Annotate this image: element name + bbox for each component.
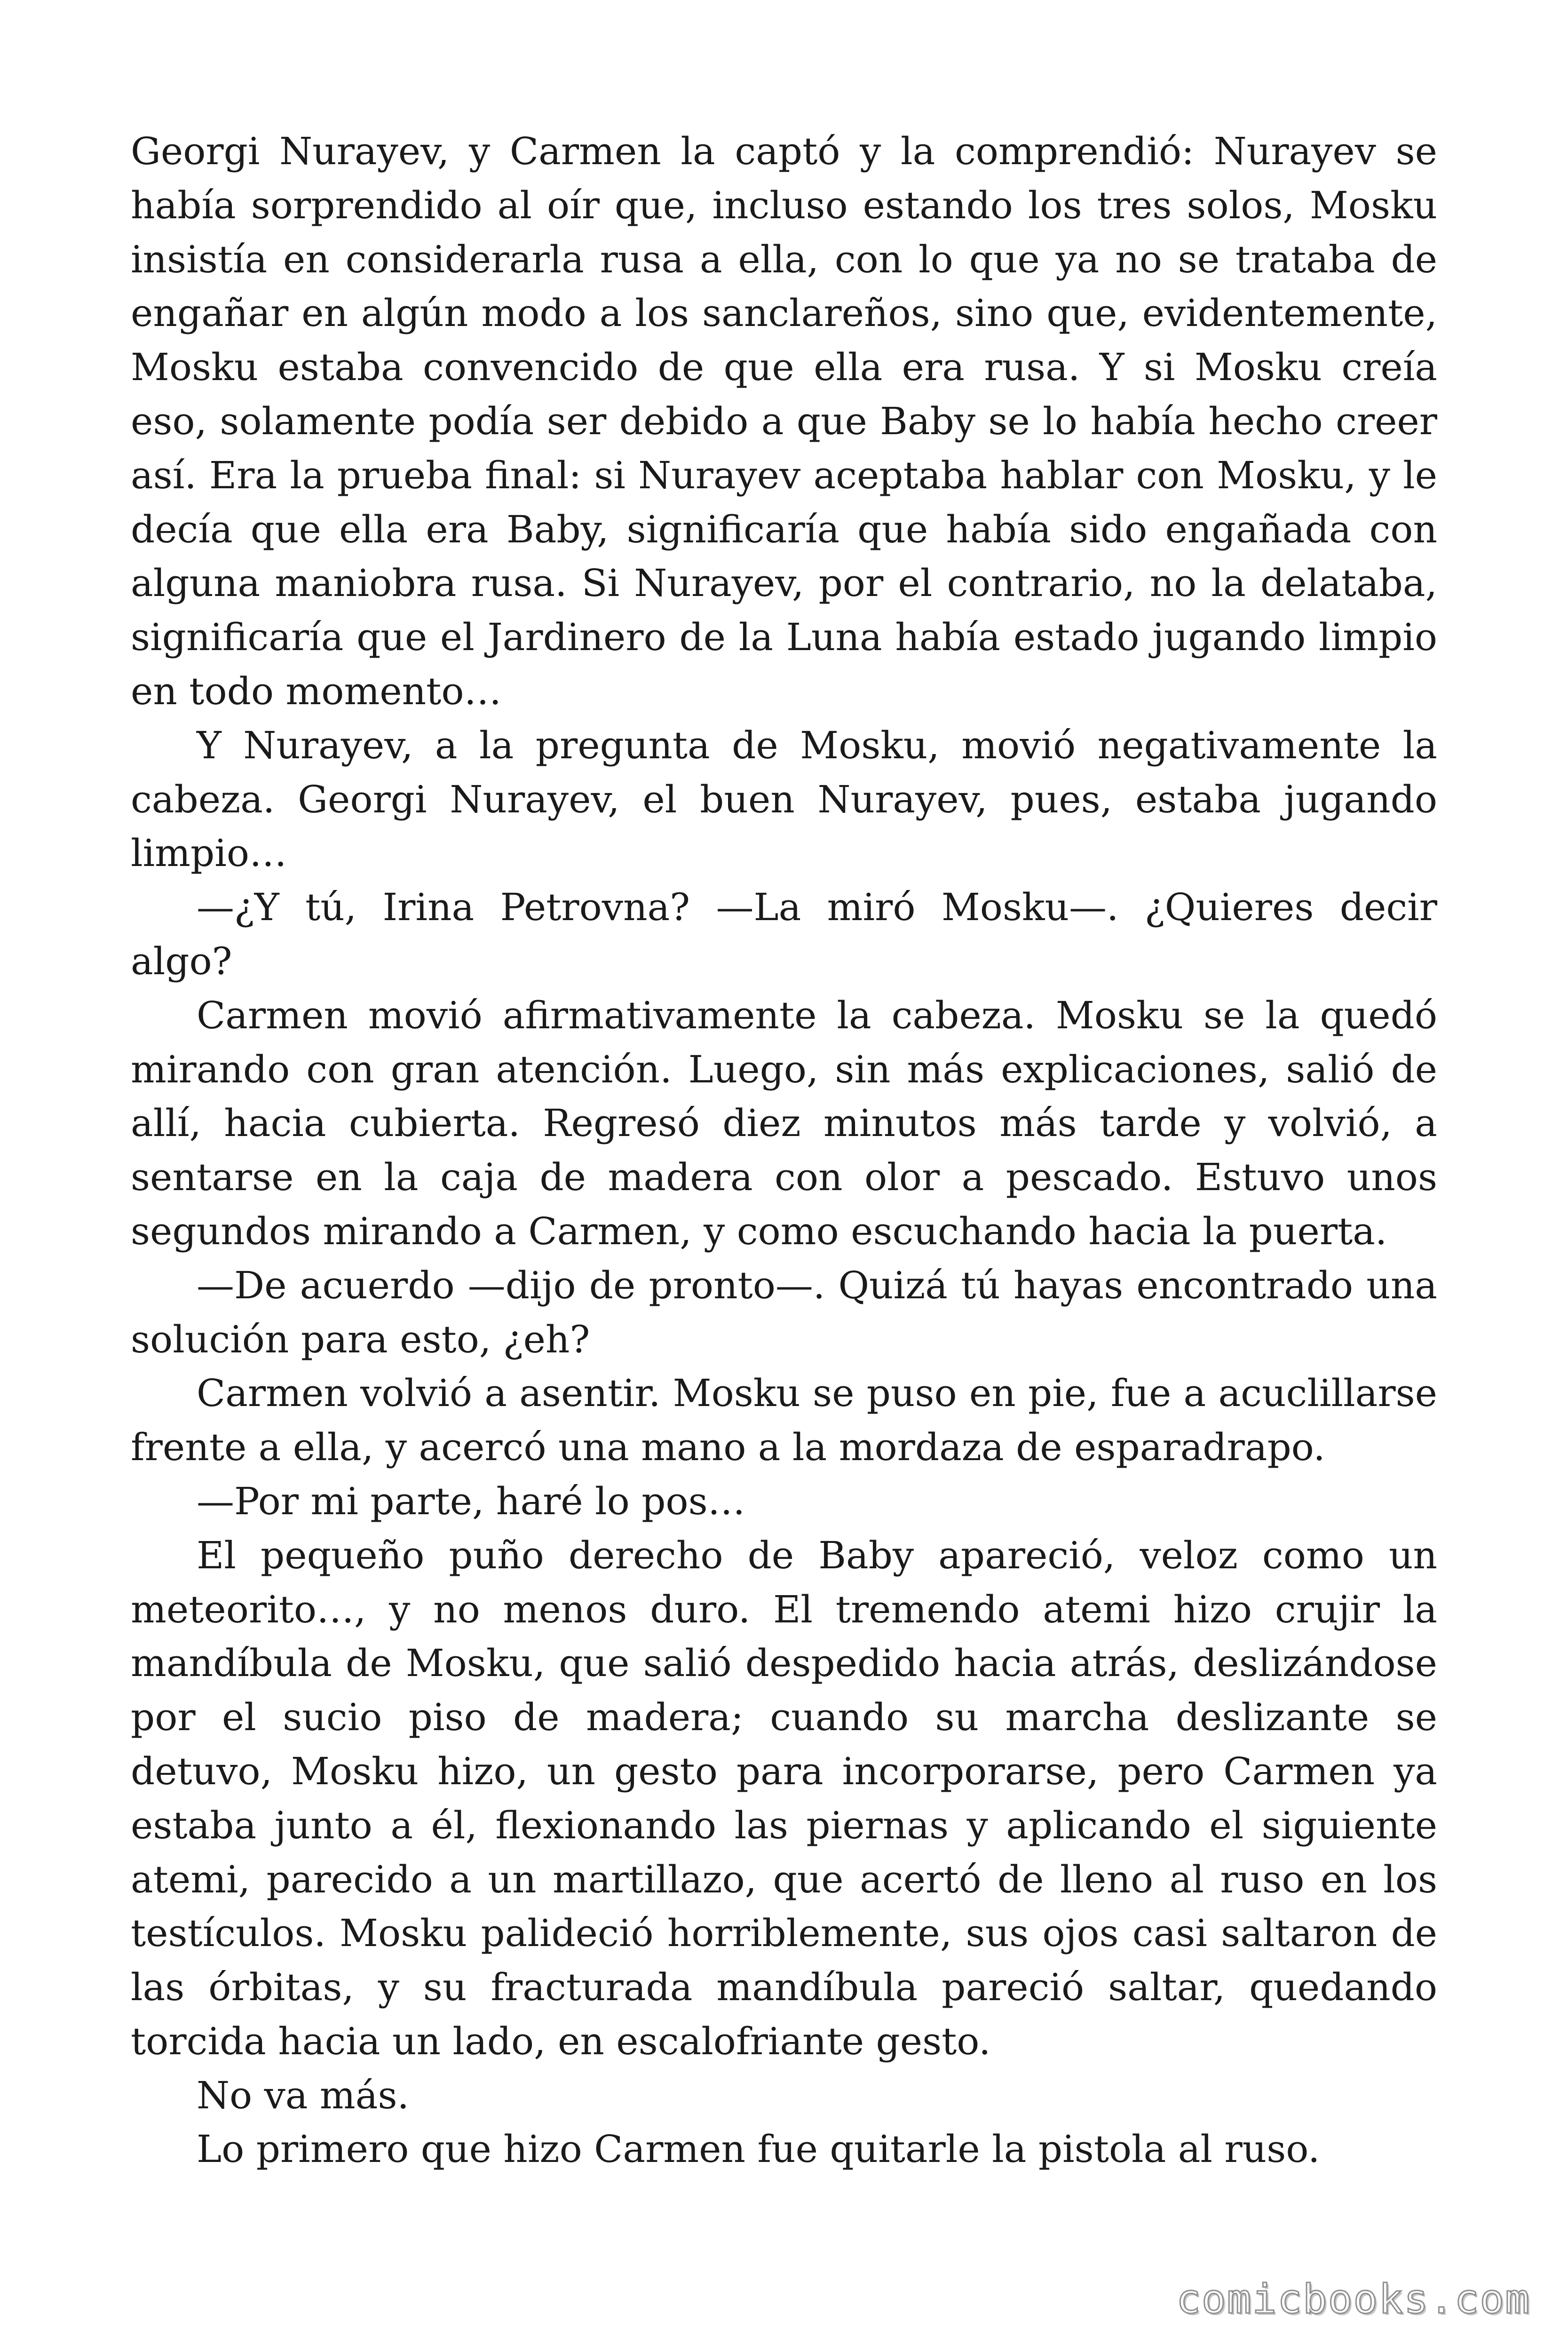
dialogue-paragraph: —Por mi parte, haré lo pos… <box>197 1479 745 1523</box>
watermark-logo: comicbooks.com <box>1176 2276 1530 2323</box>
paragraph: Y Nurayev, a la pregunta de Mosku, movió negativamente la cabeza. Georgi Nurayev, el buen Nurayev, pues, estaba jugando limpio… <box>131 723 1437 875</box>
book-page-body <box>131 125 1437 2177</box>
paragraph: Lo primero que hizo Carmen fue quitarle la pistola al ruso. <box>197 2127 1320 2171</box>
dialogue-paragraph: —¿Y tú, Irina Petrovna? —La miró Mosku—. ¿Quieres decir algo? <box>131 885 1437 983</box>
paragraph-continued: Georgi Nurayev, y Carmen la captó y la comprendió: Nurayev se había sorprendido al oír que, incluso estando los tres solos, Mosku insistía en considerarla rusa a ella, con lo que ya no se trataba de engañar en algún modo a los sanclareños, sino que, evidentemente, Mosku estaba convencido de que ella era rusa. Y si Mosku creía eso, solamente podía ser debido a que Baby se lo había hecho creer así. Era la prueba final: si Nurayev aceptaba hablar con Mosku, y le decía que ella era Baby, significaría que había sido engañada con alguna maniobra rusa. Si Nurayev, por el contrario, no la delataba, significaría que el Jardinero de la Luna había estado jugando limpio en todo momento… <box>131 129 1437 713</box>
paragraph: El pequeño puño derecho de Baby apareció, veloz como un meteorito…, y no menos duro. El tremendo atemi hizo crujir la mandíbula de Mosku, que salió despedido hacia atrás, deslizándose por el sucio piso de madera; cuando su marcha deslizante se detuvo, Mosku hizo, un gesto para incorporarse, pero Carmen ya estaba junto a él, flexionando las piernas y aplicando el siguiente atemi, parecido a un martillazo, que acertó de lleno al ruso en los testículos. Mosku palideció horriblemente, sus ojos casi saltaron de las órbitas, y su fracturada mandíbula pareció saltar, quedando torcida hacia un lado, en escalofriante gesto. <box>131 1533 1437 2063</box>
paragraph: Carmen volvió a asentir. Mosku se puso en pie, fue a acuclillarse frente a ella, y acercó una mano a la mordaza de esparadrapo. <box>131 1371 1437 1470</box>
paragraph: Carmen movió afirmativamente la cabeza. Mosku se la quedó mirando con gran atención. Luego, sin más explicaciones, salió de allí, hacia cubierta. Regresó diez minutos más tarde y volvió, a sentarse en la caja de madera con olor a pescado. Estuvo unos segundos mirando a Carmen, y como escuchando hacia la puerta. <box>131 993 1437 1253</box>
paragraph: No va más. <box>197 2073 409 2117</box>
dialogue-paragraph: —De acuerdo —dijo de pronto—. Quizá tú hayas encontrado una solución para esto, ¿eh? <box>131 1263 1437 1361</box>
